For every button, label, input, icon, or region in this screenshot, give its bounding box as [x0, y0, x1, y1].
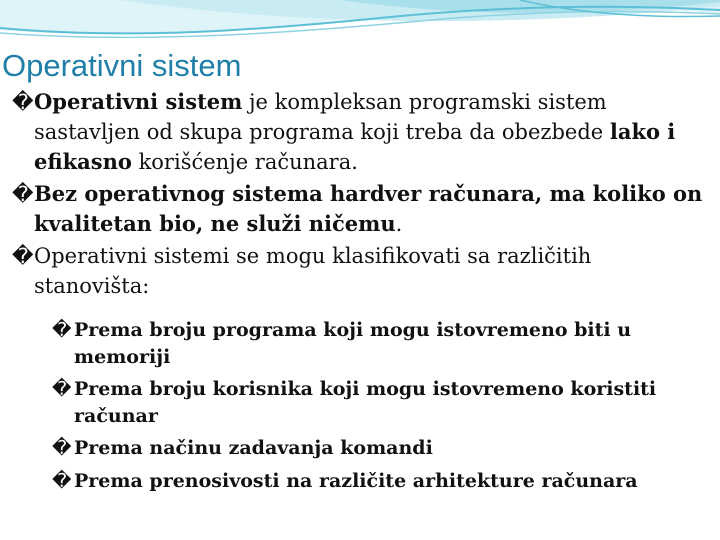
bullet-text-bold: Operativni sistem: [34, 89, 243, 114]
bullet-icon: �: [52, 437, 72, 459]
slide-body: [12, 87, 712, 500]
bullet-text-bold: lako i efikasno: [34, 119, 676, 174]
bullet-item: [12, 87, 712, 177]
sub-bullet-text: Prema broju korisnika koji mogu istovremeno koristiti računar: [74, 378, 657, 427]
sub-bullet-list: [12, 317, 712, 494]
bullet-icon: �: [52, 469, 72, 492]
sub-bullet-text: Prema prenosivosti na različite arhitekture računara: [74, 469, 638, 492]
sub-bullet-item: [12, 376, 712, 429]
bullet-list: [12, 87, 712, 301]
sub-bullet-item: [12, 435, 712, 462]
bullet-text-bold: Bez operativnog sistema hardver računara, ma koliko on kvalitetan bio, ne služi ničemu: [34, 181, 703, 236]
bullet-item: [12, 241, 712, 301]
bullet-icon: �: [12, 90, 34, 114]
sub-bullet-text: Prema načinu zadavanja komandi: [74, 437, 433, 459]
bullet-text: je kompleksan programski sistem sastavljen od skupa programa koji treba da obezbede: [34, 90, 610, 144]
bullet-icon: �: [52, 319, 72, 341]
bullet-text: .: [395, 212, 403, 236]
bullet-icon: �: [12, 182, 34, 206]
bullet-text: Operativni sistemi se mogu klasifikovati sa različitih stanovišta:: [34, 244, 592, 298]
bullet-text: korišćenje računara.: [131, 150, 358, 174]
sub-bullet-item: [12, 468, 712, 495]
bullet-icon: �: [12, 244, 34, 268]
sub-bullet-item: [12, 317, 712, 370]
bullet-icon: �: [52, 378, 72, 400]
bullet-item: [12, 179, 712, 239]
slide-title: Operativni sistem: [2, 48, 242, 83]
sub-bullet-text: Prema broju programa koji mogu istovremeno biti u memoriji: [74, 319, 632, 368]
